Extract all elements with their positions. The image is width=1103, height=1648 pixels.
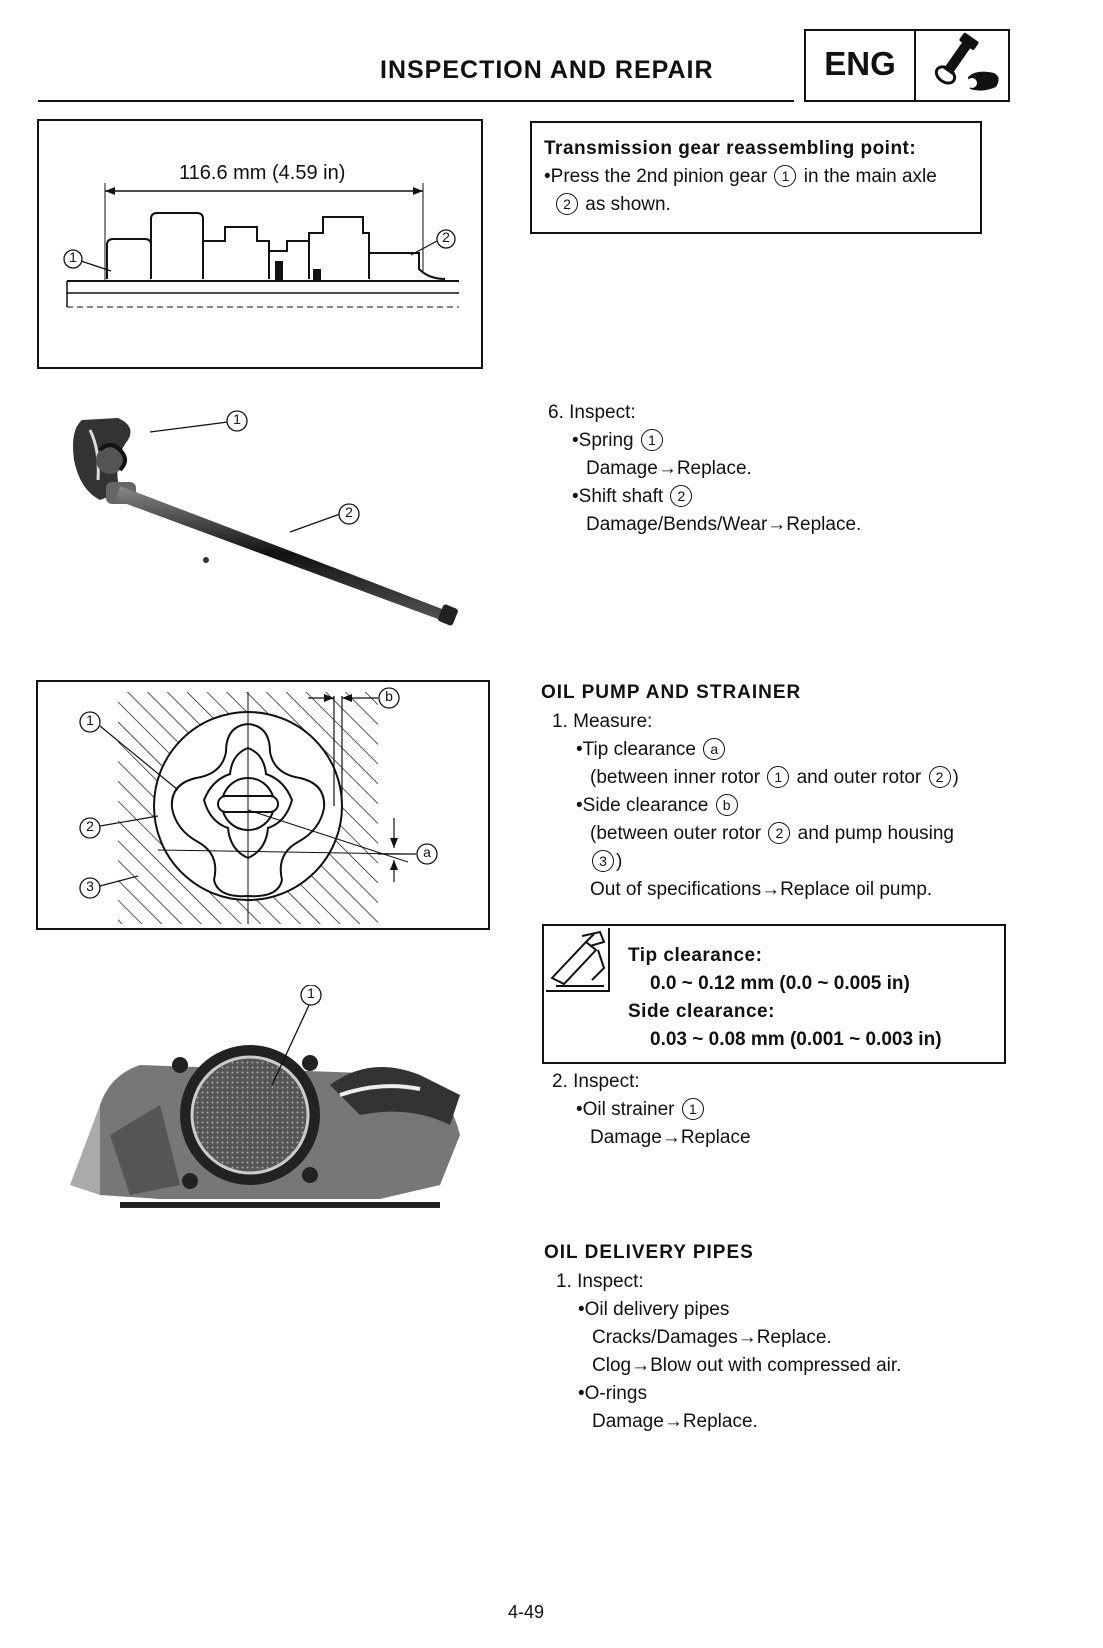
side-clearance-item [576, 792, 740, 820]
callout-1: 1 [682, 1098, 704, 1120]
gear-dimension-label: 116.6 mm (4.59 in) [179, 162, 346, 184]
oil-delivery-pipes-action1: Cracks/Damages→Replace. [592, 1327, 832, 1348]
o-rings-item: •O-rings [578, 1383, 647, 1404]
clearance-spec-box [542, 924, 1006, 1064]
note-text: in the main axle [803, 166, 937, 187]
callout-1: 1 [641, 429, 663, 451]
side-clearance-title: Side clearance: [628, 1001, 775, 1022]
item-label: •Tip clearance [576, 739, 697, 760]
engine-wrench-icon [916, 31, 1008, 100]
transmission-note-line2 [554, 191, 671, 219]
note-text: as shown. [585, 194, 671, 215]
callout-2: 2 [768, 822, 790, 844]
tip-clearance-title: Tip clearance: [628, 945, 763, 966]
callout-b: b [385, 688, 393, 704]
detail-text: (between outer rotor [590, 823, 762, 844]
shift-shaft-photo [40, 400, 460, 650]
callout-2: 2 [345, 504, 353, 520]
oil-delivery-heading: OIL DELIVERY PIPES [544, 1242, 754, 1263]
gear-assembly-figure [37, 119, 483, 369]
callout-a: a [423, 844, 431, 860]
header-rule [38, 100, 794, 102]
transmission-note-box [530, 121, 982, 234]
detail-text: ) [952, 767, 959, 788]
measure-heading: 1. Measure: [552, 711, 653, 732]
detail-text: and outer rotor [796, 767, 922, 788]
eng-label: ENG [806, 31, 916, 100]
callout-2: 2 [929, 766, 951, 788]
callout-2: 2 [670, 485, 692, 507]
oil-delivery-inspect: 1. Inspect: [556, 1271, 644, 1292]
note-text: •Press the 2nd pinion gear [544, 166, 768, 187]
shift-shaft-action: Damage/Bends/Wear→Replace. [586, 514, 862, 535]
shift-shaft-item [572, 483, 694, 511]
callout-1: 1 [86, 712, 94, 728]
inspect-6-heading: 6. Inspect: [548, 402, 636, 423]
item-label: •Side clearance [576, 795, 709, 816]
item-label: •Oil strainer [576, 1099, 675, 1120]
item-label: •Shift shaft [572, 486, 664, 507]
tip-clearance-value: 0.0 ~ 0.12 mm (0.0 ~ 0.005 in) [650, 973, 910, 994]
out-of-spec-action: Out of specifications→Replace oil pump. [590, 879, 933, 900]
transmission-note-title: Transmission gear reassembling point: [544, 138, 917, 159]
side-clearance-value: 0.03 ~ 0.08 mm (0.001 ~ 0.003 in) [650, 1029, 942, 1050]
o-rings-action: Damage→Replace. [592, 1411, 758, 1432]
oil-pump-heading: OIL PUMP AND STRAINER [541, 682, 802, 703]
transmission-note-line1 [544, 163, 937, 191]
callout-1: 1 [307, 985, 315, 1001]
callout-1: 1 [767, 766, 789, 788]
page-number: 4-49 [508, 1602, 545, 1622]
callout-1: 1 [774, 165, 796, 187]
detail-text: and pump housing [797, 823, 954, 844]
callout-3: 3 [86, 878, 94, 894]
callout-b: b [716, 794, 738, 816]
callout-2: 2 [442, 229, 450, 245]
inspect-2-heading: 2. Inspect: [552, 1071, 640, 1092]
side-clearance-detail [590, 820, 954, 848]
callout-2: 2 [556, 193, 578, 215]
detail-text: (between inner rotor [590, 767, 761, 788]
oil-strainer-action: Damage→Replace [590, 1127, 751, 1148]
spring-item [572, 427, 665, 455]
detail-text: ) [616, 851, 623, 872]
side-clearance-detail-end [590, 848, 622, 876]
eng-badge [804, 29, 1010, 102]
item-label: •Spring [572, 430, 634, 451]
page-title: INSPECTION AND REPAIR [380, 56, 714, 84]
oil-pump-rotor-figure [36, 680, 490, 930]
callout-2: 2 [86, 818, 94, 834]
oil-strainer-photo [40, 985, 470, 1210]
callout-3: 3 [592, 850, 614, 872]
caliper-icon [546, 928, 610, 992]
spring-action: Damage→Replace. [586, 458, 752, 479]
tip-clearance-detail [590, 764, 959, 792]
tip-clearance-item [576, 736, 727, 764]
callout-1: 1 [69, 249, 77, 265]
oil-delivery-pipes-item: •Oil delivery pipes [578, 1299, 730, 1320]
oil-strainer-item [576, 1096, 706, 1124]
callout-a: a [703, 738, 725, 760]
callout-1: 1 [233, 411, 241, 427]
oil-delivery-pipes-action2: Clog→Blow out with compressed air. [592, 1355, 902, 1376]
